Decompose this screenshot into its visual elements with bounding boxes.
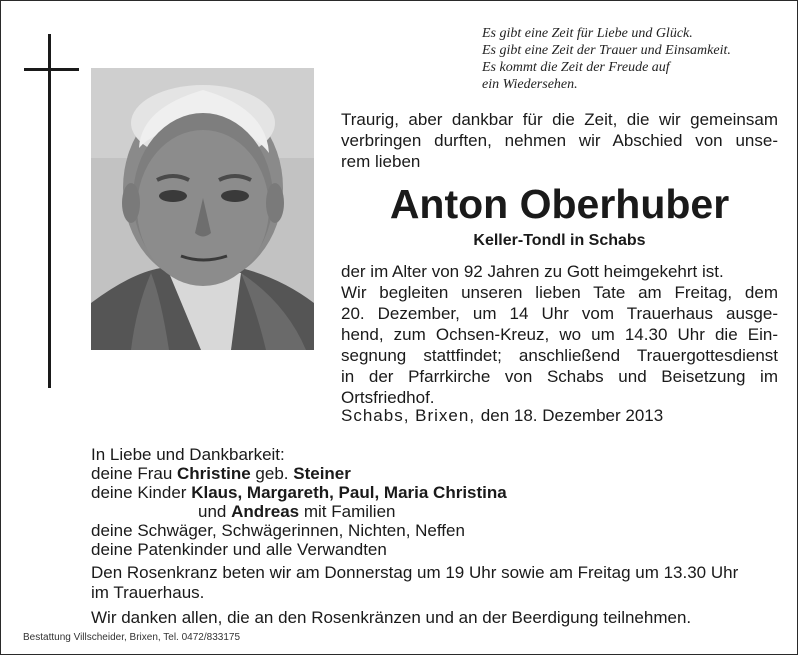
mourners-godchildren: deine Patenkinder und alle Verwandten [91, 540, 387, 559]
details-line: der im Alter von 92 Jahren zu Gott heimgekehrt ist. [341, 262, 724, 281]
mourners-children: deine Kinder Klaus, Margareth, Paul, Maria Christina [91, 483, 507, 502]
deceased-name: Anton Oberhuber [389, 181, 730, 227]
rosary-line: Den Rosenkranz beten wir am Donnerstag um 19 Uhr sowie am Freitag um 13.30 Uhr [91, 563, 739, 582]
intro-line: Traurig, aber dankbar für die Zeit, die wir gemeinsam [341, 110, 778, 129]
funeral-details [341, 261, 778, 408]
details-line: 20. Dezember, um 14 Uhr vom Trauerhaus ausge- [341, 304, 778, 323]
portrait-photo [91, 68, 314, 350]
intro-text [341, 109, 778, 172]
deceased-nickname: Keller-Tondl in Schabs [473, 232, 646, 249]
date: den 18. Dezember 2013 [480, 406, 664, 425]
quote-line: Es kommt die Zeit der Freude auf [482, 60, 670, 75]
memorial-quote [482, 25, 782, 93]
mourners-children-cont: und Andreas mit Familien [198, 502, 396, 521]
mourners-wife: deine Frau Christine geb. Steiner [91, 464, 351, 483]
details-line: segnung stattfindet; anschließend Trauergottesdienst [341, 346, 778, 365]
quote-line: Es gibt eine Zeit der Trauer und Einsamkeit. [482, 43, 731, 58]
closing-text [91, 563, 791, 628]
place: Schabs, Brixen, [341, 406, 476, 425]
details-line: Wir begleiten unseren lieben Tate am Freitag, dem [341, 283, 778, 302]
mourners-intro: In Liebe und Dankbarkeit: [91, 445, 285, 464]
mourners-inlaws: deine Schwäger, Schwägerinnen, Nichten, Neffen [91, 521, 465, 540]
details-line: in der Pfarrkirche von Schabs und Beisetzung im [341, 367, 778, 386]
details-line: hend, zum Ochsen-Kreuz, wo um 14.30 Uhr die Ein- [341, 325, 778, 344]
rosary-line: im Trauerhaus. [91, 583, 205, 602]
place-and-date [341, 406, 778, 426]
intro-line: rem lieben [341, 152, 421, 171]
quote-line: Es gibt eine Zeit für Liebe und Glück. [482, 26, 693, 41]
undertaker-credit: Bestattung Villscheider, Brixen, Tel. 0472/833175 [23, 632, 241, 643]
quote-line: ein Wiedersehen. [482, 77, 578, 92]
mourners-list [91, 445, 791, 559]
details-line: Ortsfriedhof. [341, 388, 435, 407]
intro-line: verbringen durften, nehmen wir Abschied von unse- [341, 131, 778, 150]
thanks-line: Wir danken allen, die an den Rosenkränzen und an der Beerdigung teilnehmen. [91, 608, 692, 627]
